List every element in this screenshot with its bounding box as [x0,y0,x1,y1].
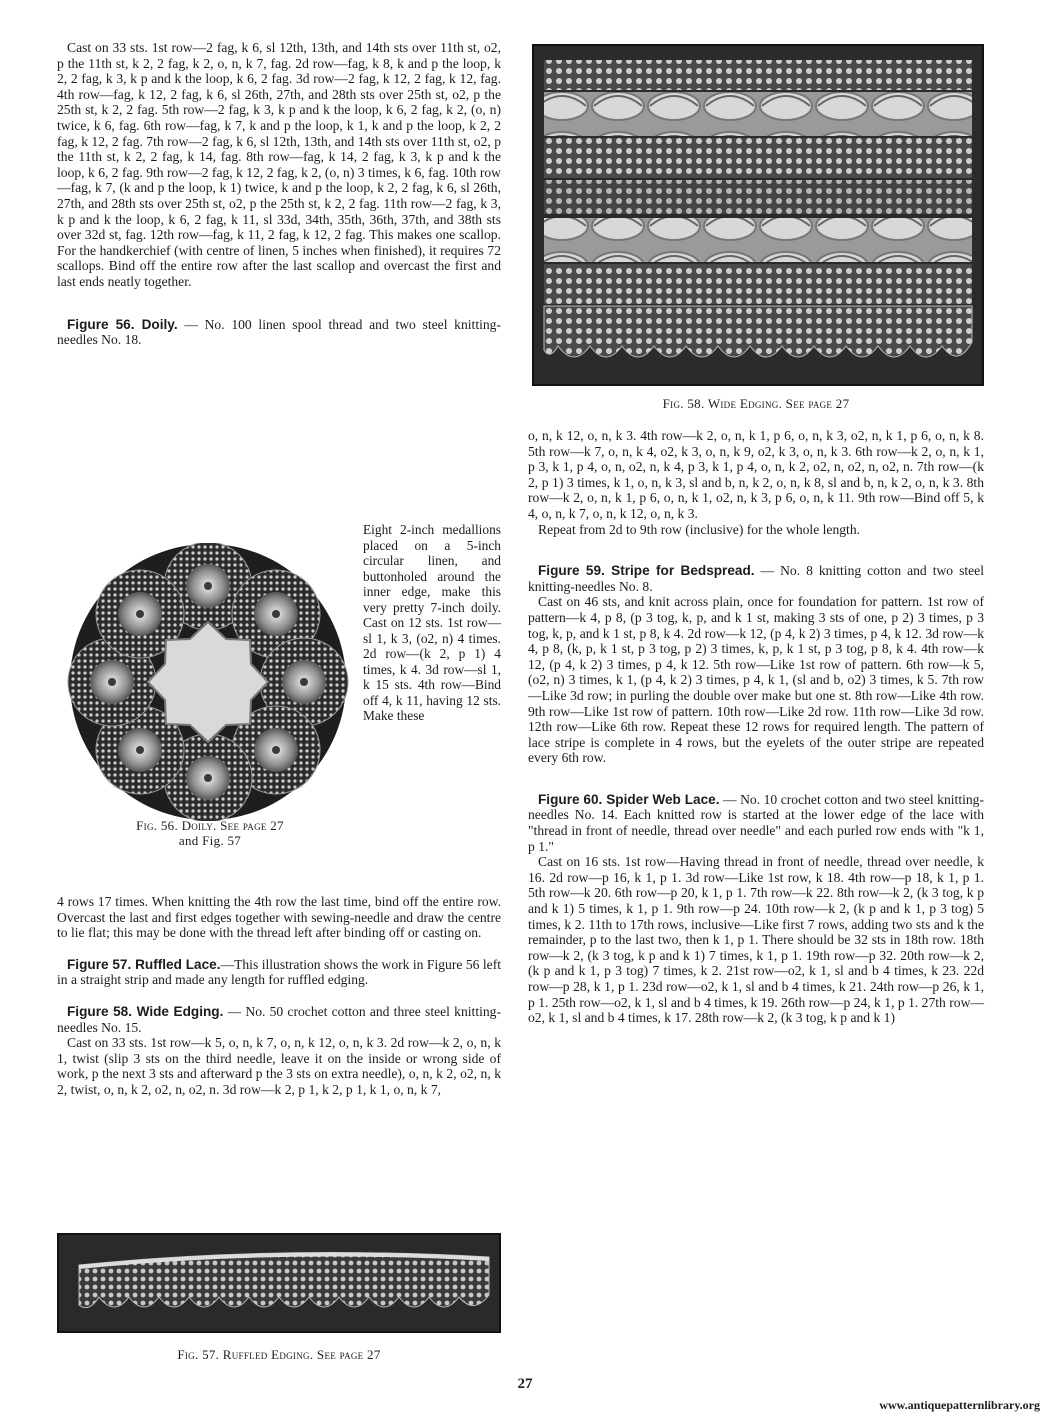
fig56-intro-text: — No. 100 linen spool thread and two steel knitting-needles No. 18. [57,316,501,348]
ruffled-edging-photo [57,1233,501,1333]
fig56-heading: Figure 56. Doily. [67,316,178,332]
right-column [528,428,984,1026]
fig58-repeat: Repeat from 2d to 9th row (inclusive) for the whole length. [538,521,861,537]
wide-edging-photo [532,44,984,386]
fig56-side-text: Eight 2-inch medallions placed on a 5-inch circular linen, and buttonholed around the inner edge, make this very pretty 7-inch doily. Cast on 12 sts. 1st row—sl 1, k 3, (o2, n) 4 times. 2d row—(k 2, p 1) 4 times, k 4. 3d row—sl 1, k 15 sts. 4th row—Bind off 4, k 11, having 12 sts. Make these [363,522,501,723]
fig60-instructions: Cast on 16 sts. 1st row—Having thread in front of needle, thread over needle, k 16. 2d row—p 16, k 1, p 1. 3d row—Like 1st row, k 18. 4th row—p 18, k 1, p 1. 5th row—k 20. 6th row—p 20, k 1, p 1. 7th row—k 22. 8th row—k 2, (k 3 tog, k p and k 1) 5 times, k 1, p 1. 9th row—p 24. 10th row—k 2, (k p and k 1, p 3 tog) 5 times, k 2. 11th to 17th rows, inclusive—Like first 7 rows, adding two sts and k the remainder, p to the last two, then k 1, p 1. There should be 32 sts in 18th row. 18th row—k 2, (k 3 tog, k p and k 1) 7 times, k 1, p 1. 19th row—p 32. 20th row—k 2, (k p and k 1, p 3 tog) 7 times, k 2. 21st row—o2, k 1, sl and b 4 times, k 23. 22d row—p 28, k 1, p 1. 23d row—o2, k 1, sl and b 4 times, k 21. 24th row—p 26, k 1, p 1. 25th row—o2, k 1, sl and b 4 times, k 19. 26th row—p 24, k 1, p 1. 27th row—o2, k 1, sl and b 4 times, k 17. 28th row—k 2, (k 3 tog, k p and k 1) [528,854,984,1026]
wide-edging-illustration [534,46,982,384]
ruffled-edging-illustration [59,1235,499,1331]
doily-illustration [57,543,359,821]
doily-photo [57,543,359,821]
page-number: 27 [517,1376,533,1392]
fig59-heading: Figure 59. Stripe for Bedspread. [538,563,755,579]
footer-url: www.antiquepatternlibrary.org [879,1398,1040,1412]
fig59-intro: Figure 59. Stripe for Bedspread. — No. 8 knitting cotton and two steel knitting-needles No. 8. [528,563,984,594]
left-column [57,40,501,348]
left-column-lower [57,894,501,1098]
fig58-caption: Fig. 58. Wide Edging. See page 27 [662,396,850,411]
fig60-intro: Figure 60. Spider Web Lace. — No. 10 crochet cotton and two steel knitting-needles No. 14. Each knitted row is started at the lower edge of the lace with "thread in front of needle, thread over needle" and each purled row ends with "k 1, p 1." [528,791,984,854]
fig58-instructions: Cast on 33 sts. 1st row—k 5, o, n, k 7, o, n, k 12, o, n, k 3. 2d row—k 2, o, n, k 1, twist (slip 3 sts on the third needle, leave it on the inside or wrong side of work, p the next 3 sts and afterward p the 3 sts on extra needle), o, n, k 2, o2, n, k 2, twist, o, n, k 2, o2, n, o2, n. 3d row—k 2, p 1, k 2, p 1, k 1, o, n, k 7, [57,1035,501,1097]
fig59-instructions: Cast on 46 sts, and knit across plain, once for foundation for pattern. 1st row of pattern—k 4, p 8, (p 3 tog, k, p, and k 1 st, making 3 sts of one, p 2) 3 times, p 3 tog, k, p, and k 1 st, p 8, k 4. 2d row—k 12, (p 4, k 2) 3 times, p 4, k 12. 3d row—k 4, p 8, (k, p, k 1 st, p 3 tog, p 2) 3 times, k, p, k 1 st, p 3 tog, p 8, k 4. 4th row—k 12, (p 4, k 2) 3 times, p 4, k 12. 5th row—Like 1st row of pattern. 6th row—k 5, (o2, n) 3 times, k 1, (p 4, k 2) 3 times, p 4, k 1, (sl and b, o2) 3 times, k 5. 7th row—Like 3d row; in purling the double over make but one st. 8th row—Like 4th row. 9th row—Like 1st row of pattern. 10th row—Like 2d row. 11th row—Like 3d row. 12th row—Like 6th row. Repeat these 12 rows for required length. The pattern of lace stripe is complete in 4 rows, but the eyelets of the outer stripe are repeated every 6th row. [528,594,984,766]
fig58-heading: Figure 58. Wide Edging. [67,1003,224,1019]
fig60-heading: Figure 60. Spider Web Lace. [538,791,720,807]
fig56-caption: Fig. 56. Doily. See page 27 and Fig. 57 [136,818,284,848]
scallop-instructions: Cast on 33 sts. 1st row—2 fag, k 6, sl 12th, 13th, and 14th sts over 11th st, o2, p the 11th st, k 2, 2 fag, k 2, o, n, k 7, fag. 2d row—fag, k 8, k and p the loop, k 2, 2 fag, k 3, k p and k the loop, k 6, 2 fag. 3d row—2 fag, k 12, 2 fag, k 12, fag. 4th row—fag, k 12, 2 fag, k 6, sl 26th, 27th, and 28th sts over 25th st, o2, p the 25th st, k 2, 2 fag. 5th row—2 fag, k 3, k p and k the loop, k 6, 2 fag, k 2, (o, n) twice, k 6, fag. 6th row—fag, k 7, k and p the loop, k 1, k and p the loop, k 2, 2 fag, k 12, 2 fag. 7th row—2 fag, k 6, sl 12th, 13th, and 14th sts over 11th st, o2, p the 11th st, k 2, 2 fag, k 14, fag. 8th row—fag, k 14, 2 fag, k 3, k p and k the loop, k 6, 2 fag. 9th row—2 fag, k 12, 2 fag, k 2, (o, n) 3 times, k 6, fag. 10th row—fag, k 7, (k and p the loop, k 1) twice, k and p the loop, k 2, 2 fag, k 6, sl 26th, 27th, and 28th sts over 25th st, o2, p the 25th st, k 2, 2 fag. 11th row—2 fag, k 3, k p and k the loop, k 6, 2 fag, k 11, sl 33d, 34th, 35th, 36th, 37th, and 38th sts over 32d st, fag. 12th row—fag, k 11, 2 fag, k 12, 2 fag. This makes one scallop. For the handkerchief (with centre of linen, 5 inches when finished), it requires 72 scallops. Bind off the entire row after the last scallop and overcast the first and last ends neatly together. [57,40,501,289]
fig57-heading: Figure 57. Ruffled Lace. [67,956,221,972]
fig56-continued: 4 rows 17 times. When knitting the 4th row the last time, bind off the entire row. Overcast the last and first edges together with sewing-needle and draw the centre to lie flat; this may be done with the thread left after binding off or casting on. [57,894,501,941]
fig57-caption: Fig. 57. Ruffled Edging. See page 27 [177,1347,381,1362]
fig56-intro [57,317,501,348]
fig58-intro: Figure 58. Wide Edging. — No. 50 crochet cotton and three steel knitting-needles No. 15. [57,1003,501,1035]
fig57-paragraph: Figure 57. Ruffled Lace.—This illustration shows the work in Figure 56 left in a straight strip and made any length for ruffled edging. [57,956,501,988]
fig58-continued: o, n, k 12, o, n, k 3. 4th row—k 2, o, n, k 1, p 6, o, n, k 3, o2, n, k 1, p 6, o, n, k 8. 5th row—k 7, o, n, k 4, o2, k 3, o, n, k 9, o2, k 3, o, n, k 3. 6th row—k 2, o, n, k 1, p 3, k 1, p 4, o, n, o2, n, k 4, p 3, k 1, p 4, o, n, k 2, o2, n, o2, n, o2, n. 7th row—(k 2, p 1) 3 times, k 1, o, n, k 3, sl and b, n, k 2, o, n, k 8, sl and b, n, k 2, o, n, k 3. 8th row—k 2, o, n, k 1, p 6, o, n, k 1, o2, n, k 3, p 6, o, n, k 11. 9th row—Bind off 5, k 4, o, n, k 7, o, n, k 12, o, n, k 3. [528,428,984,521]
